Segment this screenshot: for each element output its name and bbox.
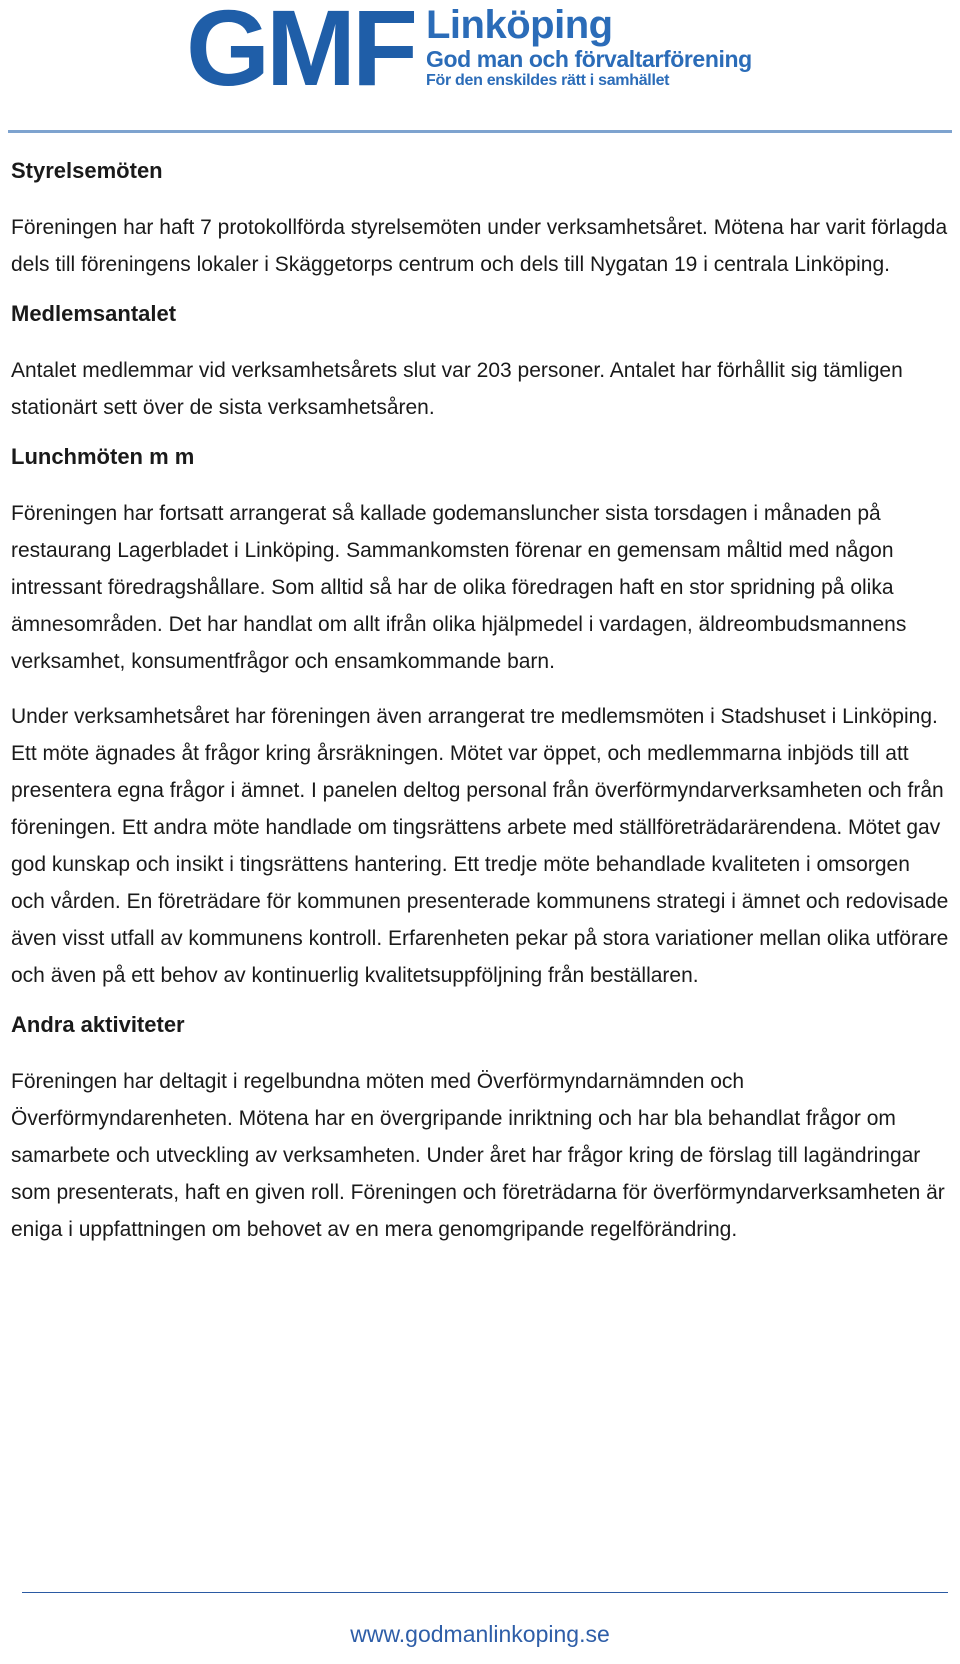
org-logo <box>186 0 786 108</box>
logo-tagline: För den enskildes rätt i samhället <box>426 72 670 89</box>
section-paragraph: Föreningen har haft 7 protokollförda styrelsemöten under verksamhetsåret. Mötena har varit förlagda dels till föreningens lokaler i Skäggetorps centrum och dels till Nygatan 19 i centrala Linköping. <box>11 216 948 276</box>
logo-mark: GMF <box>186 0 414 108</box>
document-body <box>11 158 949 1266</box>
section-heading: Styrelsemöten <box>11 158 163 183</box>
footer-divider <box>22 1592 948 1593</box>
logo-org-name: God man och förvaltarförening <box>426 46 752 72</box>
logo-text <box>426 4 752 90</box>
header-divider <box>8 130 952 133</box>
section-paragraph: Föreningen har deltagit i regelbundna möten med Överförmyndarnämnden och Överförmyndarenheten. Mötena har en övergripande inriktning och har bla behandlat frågor om samarbete och utveckling av verksamheten. Under året har frågor kring de förslag till lagändringar som presenterats, haft en given roll. Föreningen och företrädarna för överförmyndarverksamheten är eniga i uppfattningen om behovet av en mera genomgripande regelförändring. <box>11 1070 945 1241</box>
section-medlemsantalet <box>11 301 949 426</box>
section-heading: Lunchmöten m m <box>11 444 195 469</box>
section-paragraph: Under verksamhetsåret har föreningen även arrangerat tre medlemsmöten i Stadshuset i Linköping. Ett möte ägnades åt frågor kring årsräkningen. Mötet var öppet, och medlemmarna inbjöds till att presentera egna frågor i ämnet. I panelen deltog personal från överförmyndarverksamheten och från föreningen. Ett andra möte handlade om tingsrättens arbete med ställföreträdarärendena. Mötet gav god kunskap och insikt i tingsrättens hantering. Ett tredje möte behandlade kvaliteten i omsorgen och vården. En företrädare för kommunen presenterade kommunens strategi i ämnet och redovisade även visst utfall av kommunens kontroll. Erfarenheten pekar på stora variationer mellan olika utförare och även på ett behov av kontinuerlig kvalitetsuppföljning från beställaren. <box>11 705 949 987</box>
section-andra-aktiviteter <box>11 1012 949 1248</box>
logo-city: Linköping <box>426 3 613 47</box>
section-styrelsemoten <box>11 158 949 283</box>
section-heading: Andra aktiviteter <box>11 1012 185 1037</box>
footer-website-link[interactable]: www.godmanlinkoping.se <box>350 1621 610 1647</box>
section-lunchmoten <box>11 444 949 994</box>
section-paragraph: Föreningen har fortsatt arrangerat så kallade godemansluncher sista torsdagen i månaden på restaurang Lagerbladet i Linköping. Sammankomsten förenar en gemensam måltid med någon intressant föredragshållare. Som alltid så har de olika föredragen haft en stor spridning på olika ämnesområden. Det har handlat om allt ifrån olika hjälpmedel i vardagen, äldreombudsmannens verksamhet, konsumentfrågor och ensamkommande barn. <box>11 502 907 673</box>
section-paragraph: Antalet medlemmar vid verksamhetsårets slut var 203 personer. Antalet har förhållit sig tämligen stationärt sett över de sista verksamhetsåren. <box>11 359 903 419</box>
section-heading: Medlemsantalet <box>11 301 177 326</box>
